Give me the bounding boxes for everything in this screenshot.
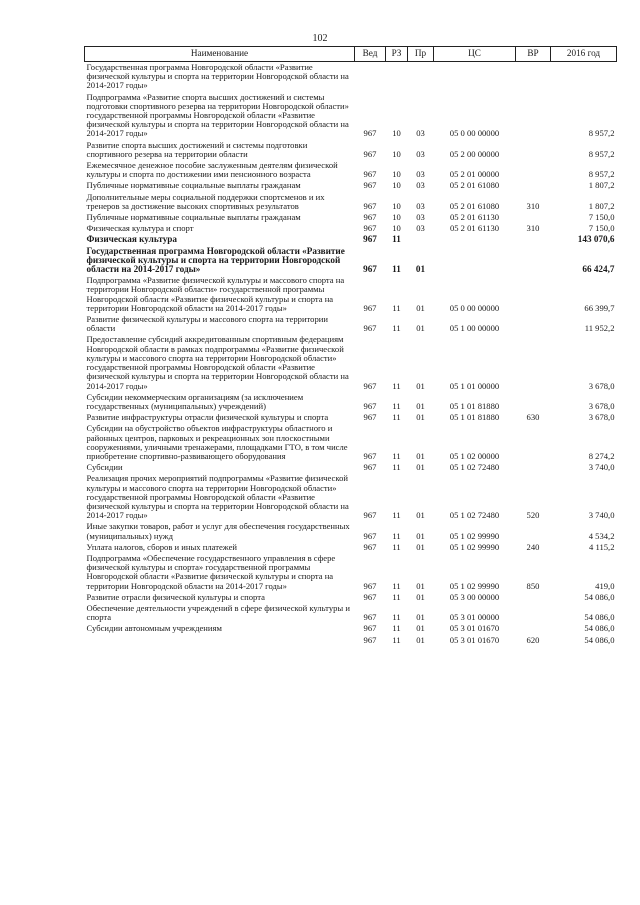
cell-ved: 967: [363, 462, 377, 473]
cell-ved: 967: [363, 234, 377, 245]
cell-ved: 967: [363, 169, 377, 180]
cell-amount: 54 086,0: [584, 591, 615, 602]
cell-rz: 11: [392, 412, 401, 423]
cell-name: Предоставление субсидий аккредитованным спортивным федерациям Новгородской области в рамках подпрограммы «Развитие физической культуры и массового спорта на территории Новгородской области» государственной программы Новгородской области «Развитие физической культуры и спорта на территории Новгородской области на 2014-2017 годы»: [86, 334, 349, 391]
cell-ved: 967: [363, 541, 377, 552]
table-row: [85, 180, 617, 191]
cell-rz: 10: [392, 223, 401, 234]
cell-cs: 05 1 01 81880: [449, 412, 500, 423]
cell-rz: 11: [392, 302, 401, 313]
cell-rz: 10: [392, 200, 401, 211]
col-header-cs: ЦС: [434, 47, 516, 62]
table-row: [85, 62, 617, 92]
cell-ved: 967: [363, 323, 377, 334]
cell-rz: 11: [392, 530, 401, 541]
cell-amount: 143 070,6: [577, 234, 615, 245]
cell-amount: 54 086,0: [584, 612, 615, 623]
table-row: [85, 392, 617, 412]
cell-pr: 03: [416, 180, 425, 191]
col-header-amount: 2016 год: [551, 47, 617, 62]
cell-amount: [551, 62, 617, 92]
cell-name: Уплата налогов, сборов и иных платежей: [86, 541, 238, 552]
cell-amount: 1 807,2: [588, 200, 615, 211]
cell-name: [85, 635, 355, 646]
cell-rz: 10: [392, 169, 401, 180]
cell-vr: [516, 314, 551, 334]
cell-pr: 01: [416, 400, 425, 411]
cell-amount: 54 086,0: [584, 623, 615, 634]
cell-rz: 11: [392, 541, 401, 552]
cell-amount: 7 150,0: [588, 223, 615, 234]
cell-rz: 11: [392, 612, 401, 623]
cell-amount: 419,0: [595, 580, 615, 591]
cell-amount: 8 957,2: [588, 128, 615, 139]
cell-pr: 01: [416, 510, 425, 521]
cell-name: Публичные нормативные социальные выплаты гражданам: [86, 212, 301, 223]
cell-vr: 310: [526, 223, 540, 234]
cell-vr: [516, 623, 551, 634]
cell-ved: 967: [363, 264, 377, 275]
cell-amount: 1 807,2: [588, 180, 615, 191]
cell-vr: 520: [526, 510, 540, 521]
cell-rz: 10: [392, 180, 401, 191]
cell-name: Публичные нормативные социальные выплаты гражданам: [86, 180, 301, 191]
cell-cs: [434, 234, 516, 245]
cell-amount: 66 399,7: [584, 302, 615, 313]
cell-vr: [516, 62, 551, 92]
budget-table: [84, 46, 617, 646]
cell-cs: 05 1 02 00000: [449, 450, 500, 461]
cell-amount: 4 534,2: [588, 530, 615, 541]
table-row: [85, 140, 617, 160]
cell-vr: 630: [526, 412, 540, 423]
table-row: [85, 635, 617, 646]
cell-name: Реализация прочих мероприятий подпрограммы «Развитие физической культуры и массового спорта на территории Новгородской области» государственной программы Новгородской области «Развитие физической культуры и спорта на территории Новгородской области на 2014-2017 годы»: [86, 473, 349, 521]
cell-pr: 01: [416, 612, 425, 623]
cell-name: Субсидии: [86, 462, 123, 473]
cell-amount: 8 957,2: [588, 148, 615, 159]
cell-name: Субсидии на обустройство объектов инфраструктуры областного и районных центров, парковых и рекреационных зон плоскостными сооружениями, уличными тренажерами, площадками ГТО, в том числе приобретение спортивно-развивающего оборудования: [86, 423, 348, 461]
col-header-name: Наименование: [85, 47, 355, 62]
cell-ved: 967: [363, 223, 377, 234]
cell-cs: 05 0 00 00000: [449, 128, 500, 139]
table-row: [85, 553, 617, 592]
table-row: [85, 246, 617, 276]
cell-cs: 05 1 02 99990: [449, 530, 500, 541]
cell-name: Иные закупки товаров, работ и услуг для обеспечения государственных (муниципальных) нужд: [86, 521, 350, 541]
cell-vr: [516, 462, 551, 473]
cell-name: Развитие отрасли физической культуры и спорта: [86, 591, 265, 602]
cell-rz: 11: [392, 623, 401, 634]
table-row: [85, 603, 617, 623]
cell-name: Развитие физической культуры и массового спорта на территории области: [86, 314, 328, 334]
cell-name: Обеспечение деятельности учреждений в сфере физической культуры и спорта: [86, 602, 350, 623]
page-number: 102: [312, 33, 328, 44]
cell-vr: [516, 140, 551, 160]
cell-pr: 01: [415, 264, 426, 275]
cell-pr: 01: [416, 623, 425, 634]
cell-pr: 03: [416, 200, 425, 211]
table-body: [85, 62, 617, 646]
cell-rz: 11: [392, 264, 401, 275]
cell-ved: 967: [363, 591, 377, 602]
cell-ved: 967: [363, 612, 377, 623]
table-row: [85, 473, 617, 521]
cell-cs: [434, 62, 516, 92]
table-row: [85, 275, 617, 314]
cell-vr: [516, 275, 551, 314]
cell-cs: 05 3 01 01670: [449, 634, 500, 645]
cell-cs: 05 1 00 00000: [449, 323, 500, 334]
cell-vr: [516, 180, 551, 191]
cell-pr: 01: [416, 380, 425, 391]
cell-pr: 01: [416, 323, 425, 334]
cell-cs: 05 1 02 72480: [449, 510, 500, 521]
cell-rz: 10: [392, 128, 401, 139]
cell-amount: 3 678,0: [588, 380, 615, 391]
cell-amount: 54 086,0: [584, 634, 615, 645]
cell-ved: [355, 62, 386, 92]
cell-rz: 11: [392, 634, 401, 645]
cell-cs: 05 3 00 00000: [449, 591, 500, 602]
cell-cs: 05 1 01 00000: [449, 380, 500, 391]
cell-ved: 967: [363, 510, 377, 521]
cell-ved: 967: [363, 148, 377, 159]
table-row: [85, 212, 617, 223]
table-row: [85, 423, 617, 462]
cell-pr: 01: [416, 580, 425, 591]
cell-name: Государственная программа Новгородской области «Развитие физической культуры и спорта на территории Новгородской области на 2014-2017 годы»: [86, 245, 345, 275]
cell-name: Физическая культура и спорт: [86, 223, 194, 234]
cell-rz: 11: [392, 323, 401, 334]
table-row: [85, 223, 617, 234]
col-header-rz: РЗ: [386, 47, 408, 62]
table-row: [85, 462, 617, 473]
cell-pr: 03: [416, 148, 425, 159]
cell-name: Ежемесячное денежное пособие заслуженным деятелям физической культуры и спорта по достижении ими пенсионного возраста: [86, 160, 338, 180]
col-header-vr: ВР: [516, 47, 551, 62]
cell-ved: 967: [363, 380, 377, 391]
cell-vr: 310: [526, 200, 540, 211]
cell-cs: 05 2 01 61080: [449, 200, 500, 211]
cell-vr: [516, 92, 551, 140]
cell-vr: [516, 334, 551, 391]
cell-vr: 850: [526, 580, 540, 591]
cell-vr: [516, 521, 551, 541]
cell-vr: [516, 592, 551, 603]
cell-vr: 240: [526, 541, 540, 552]
cell-amount: 3 740,0: [588, 510, 615, 521]
cell-pr: 01: [416, 530, 425, 541]
cell-amount: 4 115,2: [589, 541, 615, 552]
cell-amount: 7 150,0: [588, 212, 615, 223]
col-header-ved: Вед: [355, 47, 386, 62]
cell-name: Физическая культура: [86, 234, 178, 245]
cell-pr: 01: [416, 591, 425, 602]
cell-amount: 3 740,0: [588, 462, 615, 473]
cell-ved: 967: [363, 450, 377, 461]
cell-vr: [516, 160, 551, 180]
cell-amount: 3 678,0: [588, 400, 615, 411]
table-row: [85, 92, 617, 140]
col-header-pr: Пр: [408, 47, 434, 62]
cell-vr: [516, 212, 551, 223]
cell-amount: 66 424,7: [582, 264, 615, 275]
table-row: [85, 334, 617, 391]
cell-amount: 8 957,2: [588, 169, 615, 180]
cell-cs: 05 1 02 99990: [449, 541, 500, 552]
cell-ved: 967: [363, 530, 377, 541]
table-row: [85, 592, 617, 603]
cell-pr: 01: [416, 450, 425, 461]
cell-cs: 05 1 02 99990: [449, 580, 500, 591]
cell-rz: 11: [392, 450, 401, 461]
cell-vr: [516, 392, 551, 412]
cell-name: Подпрограмма «Обеспечение государственного управления в сфере физической культуры и спорта» государственной программы Новгородской области «Развитие физической культуры и спорта на территории Новгородской области на 2014-2017 годы»: [86, 552, 336, 591]
cell-ved: 967: [363, 634, 377, 645]
cell-name: Развитие инфраструктуры отрасли физической культуры и спорта: [86, 412, 329, 423]
cell-cs: [434, 246, 516, 276]
cell-ved: 967: [363, 412, 377, 423]
cell-rz: 11: [392, 591, 401, 602]
cell-vr: [516, 246, 551, 276]
cell-pr: [408, 62, 434, 92]
cell-pr: [408, 234, 434, 245]
cell-amount: 3 678,0: [588, 412, 615, 423]
cell-cs: 05 2 01 61130: [449, 212, 500, 223]
cell-vr: [516, 603, 551, 623]
cell-rz: 11: [392, 380, 401, 391]
cell-vr: [516, 423, 551, 462]
cell-cs: 05 2 01 00000: [449, 169, 500, 180]
cell-rz: 10: [392, 148, 401, 159]
cell-rz: 11: [392, 234, 401, 245]
cell-pr: 01: [416, 412, 425, 423]
cell-ved: 967: [363, 580, 377, 591]
cell-name: Развитие спорта высших достижений и системы подготовки спортивного резерва на территории области: [86, 139, 308, 159]
cell-name: Государственная программа Новгородской области «Развитие физической культуры и спорта на территории Новгородской области на 2014-2017 годы»: [86, 62, 349, 91]
table-row: [85, 542, 617, 553]
table-row: [85, 314, 617, 334]
table-row: [85, 521, 617, 541]
cell-cs: 05 2 00 00000: [449, 148, 500, 159]
cell-rz: 11: [392, 510, 401, 521]
cell-pr: 03: [416, 223, 425, 234]
cell-name: Подпрограмма «Развитие спорта высших достижений и системы подготовки спортивного резерва на территории Новгородской области» государственной программы Новгородской области «Развитие физической культуры и спорта на территории Новгородской области на 2014-2017 годы»: [86, 91, 349, 139]
table-header-row: [85, 47, 617, 62]
cell-pr: 01: [416, 634, 425, 645]
cell-rz: 11: [392, 462, 401, 473]
cell-ved: 967: [363, 180, 377, 191]
cell-rz: 10: [392, 212, 401, 223]
cell-amount: 11 952,2: [584, 323, 615, 334]
cell-cs: 05 3 01 01670: [449, 623, 500, 634]
table-row: [85, 160, 617, 180]
table-row: [85, 192, 617, 212]
cell-pr: 03: [416, 169, 425, 180]
cell-ved: 967: [363, 302, 377, 313]
cell-cs: 05 2 01 61080: [449, 180, 500, 191]
cell-ved: 967: [363, 200, 377, 211]
cell-vr: 620: [526, 634, 540, 645]
cell-pr: 01: [416, 302, 425, 313]
table-row: [85, 623, 617, 634]
cell-pr: 03: [416, 128, 425, 139]
cell-name: Субсидии автономным учреждениям: [86, 623, 222, 634]
cell-cs: 05 0 00 00000: [449, 302, 500, 313]
cell-ved: 967: [363, 212, 377, 223]
cell-cs: 05 2 01 61130: [449, 223, 500, 234]
cell-name: Дополнительные меры социальной поддержки спортсменов и их тренеров за достижение высоких спортивных результатов: [86, 191, 325, 211]
cell-ved: 967: [363, 400, 377, 411]
table-row: [85, 234, 617, 245]
cell-ved: 967: [363, 623, 377, 634]
table-row: [85, 412, 617, 423]
cell-cs: 05 3 01 00000: [449, 612, 500, 623]
cell-pr: 01: [416, 541, 425, 552]
cell-cs: 05 1 02 72480: [449, 462, 500, 473]
cell-pr: 01: [416, 462, 425, 473]
cell-cs: 05 1 01 81880: [449, 400, 500, 411]
cell-name: Подпрограмма «Развитие физической культуры и массового спорта на территории Новгородской области» государственной программы Новгородской области «Развитие физической культуры и спорта на территории Новгородской области на 2014-2017 годы»: [86, 275, 345, 313]
cell-amount: 8 274,2: [588, 450, 615, 461]
cell-rz: 11: [392, 580, 401, 591]
cell-pr: 03: [416, 212, 425, 223]
cell-rz: [386, 62, 408, 92]
cell-name: Субсидии некоммерческим организациям (за исключением государственных (муниципальных) учреждений): [86, 391, 304, 411]
cell-ved: 967: [363, 128, 377, 139]
cell-vr: [516, 234, 551, 245]
cell-rz: 11: [392, 400, 401, 411]
